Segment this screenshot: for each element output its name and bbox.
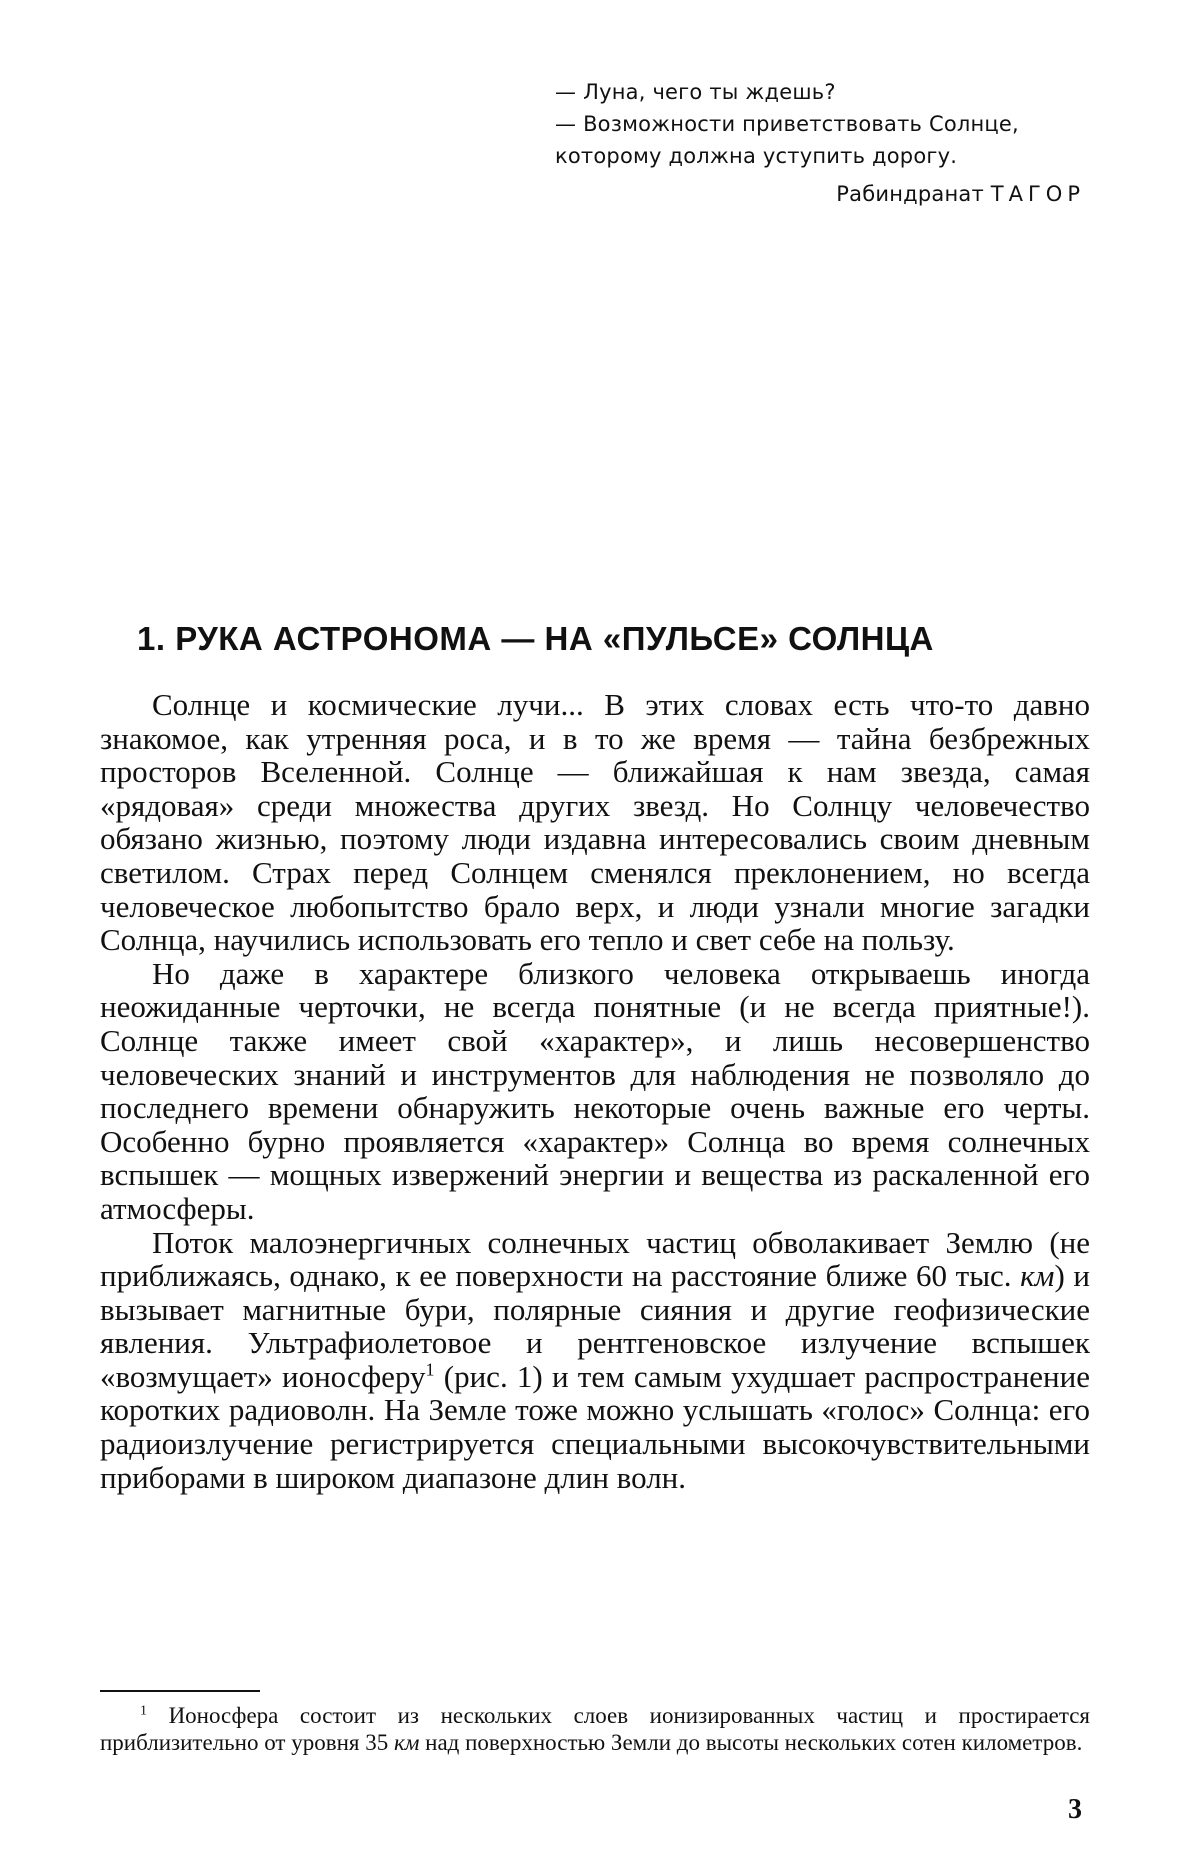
- paragraph: [100, 1226, 1090, 1495]
- footnote-text: Ионосфера состоит из нескольких слоев ионизированных частиц и простирается приблизительно от уровня 35: [100, 1703, 1090, 1755]
- paragraph-text: ) и вызывает магнитные бури, полярные сияния и другие геофизические явления. Ультрафиолетовое и рентгеновское излучение вспышек «возмущает» ионосферу: [100, 1258, 1090, 1394]
- epigraph-line: — Возможности приветствовать Солнце,: [555, 112, 1019, 136]
- unit-km: км: [1020, 1258, 1055, 1294]
- footnote-mark: 1: [140, 1703, 147, 1719]
- epigraph: [555, 76, 1095, 210]
- page-number: 3: [1068, 1794, 1082, 1825]
- paragraph: Солнце и космические лучи... В этих словах есть что-то давно знакомое, как утренняя роса, и в то же время — тайна безбрежных просторов Вселенной. Солнце — ближайшая к нам звезда, самая «рядовая» среди множества других звезд. Но Солнцу человечество обязано жизнью, поэтому люди издавна интересовались своим дневным светилом. Страх перед Солнцем сменялся преклонением, но всегда человеческое любопытство брало верх, и люди узнали многие загадки Солнца, научились использовать его тепло и свет себе на пользу.: [100, 687, 1090, 958]
- paragraph-text: Поток малоэнергичных солнечных частиц обволакивает Землю (не приближаясь, однако, к ее поверхности на расстояние ближе 60 тыс.: [100, 1224, 1090, 1294]
- footnote-ref: 1: [425, 1359, 435, 1380]
- paragraph-text: (рис. 1) и тем самым ухудшает распространение коротких радиоволн. На Земле тоже можно услышать «голос» Солнца: его радиоизлучение регистрируется специальными высокочувствительными приборами в широком диапазоне длин волн.: [100, 1358, 1090, 1495]
- author-first-name: Рабиндранат: [836, 182, 984, 206]
- chapter-title: 1. РУКА АСТРОНОМА — НА «ПУЛЬСЕ» СОЛНЦА: [137, 620, 934, 657]
- unit-km: км: [393, 1730, 420, 1755]
- body-text: [100, 688, 1090, 1494]
- epigraph-author: [555, 178, 1095, 210]
- paragraph: Но даже в характере близкого человека открываешь иногда неожиданные черточки, не всегда понятные (и не всегда приятные!). Солнце также имеет свой «характер», и лишь несовершенство человеческих знаний и инструментов для наблюдения не позволяло до последнего времени обнаружить некоторые очень важные его черты. Особенно бурно проявляется «характер» Солнца во время солнечных вспышек — мощных извержений энергии и вещества из раскаленной его атмосферы.: [100, 955, 1090, 1226]
- footnote-divider: [100, 1690, 260, 1692]
- footnote: [100, 1702, 1090, 1756]
- author-surname: ТАГОР: [990, 182, 1085, 206]
- epigraph-line: которому должна уступить дорогу.: [555, 144, 958, 168]
- footnote-text: над поверхностью Земли до высоты нескольких сотен километров.: [419, 1730, 1083, 1755]
- epigraph-line: — Луна, чего ты ждешь?: [555, 80, 836, 104]
